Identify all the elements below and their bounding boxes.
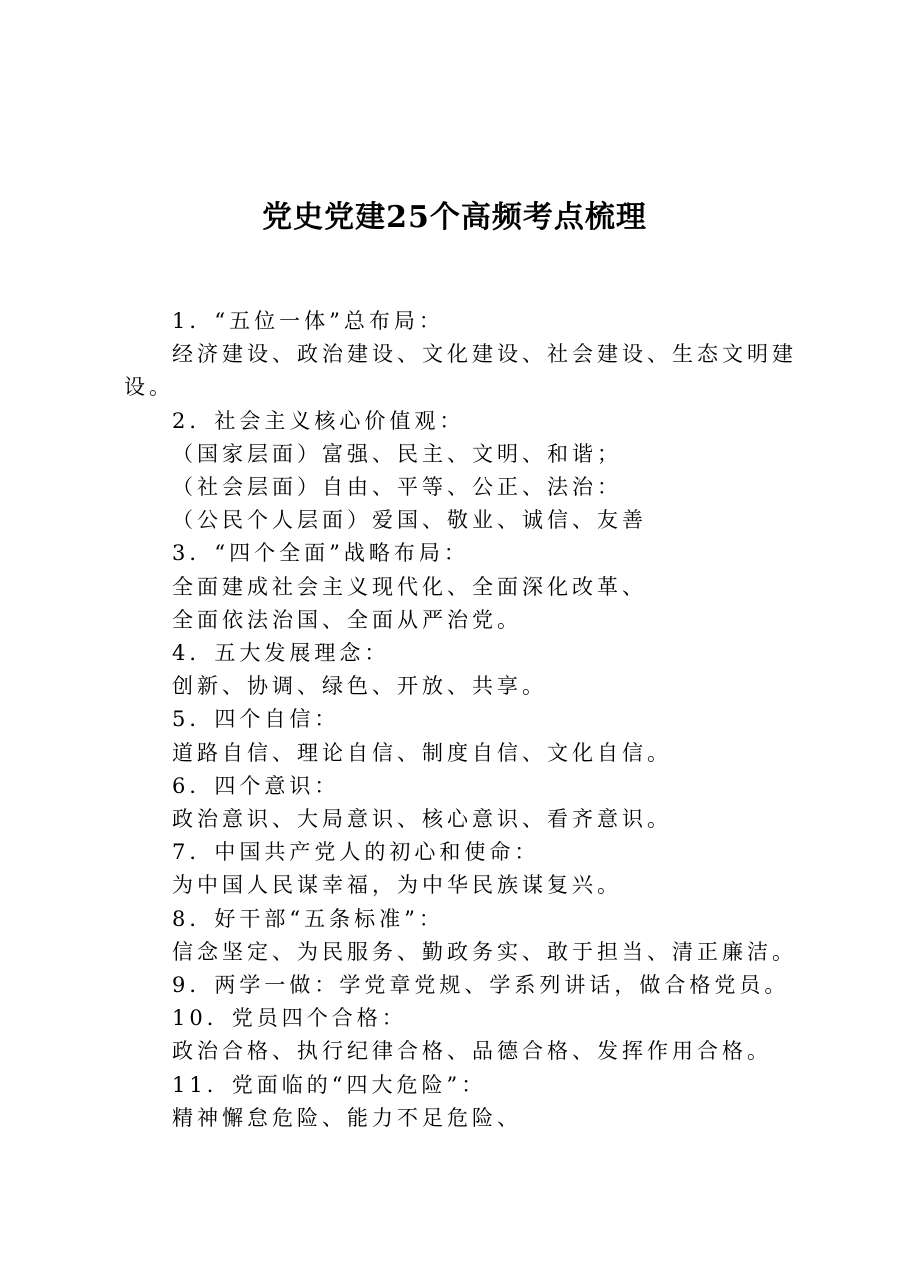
document-body [124,305,804,1135]
list-item: 10．党员四个合格： [172,1006,407,1031]
list-item: 8．好干部“五条标准”： [172,906,444,931]
list-item: 4．五大发展理念： [172,641,390,666]
list-item: 精神懈怠危险、能力不足危险、 [172,1105,522,1130]
list-item: 7．中国共产党人的初心和使命： [172,840,540,865]
list-item: 信念坚定、为民服务、勤政务实、敢于担当、清正廉洁。 [172,939,797,964]
list-item: 创新、协调、绿色、开放、共享。 [172,674,547,699]
list-item: 政治合格、执行纪律合格、品德合格、发挥作用合格。 [172,1039,772,1064]
list-item: 5．四个自信： [172,707,340,732]
list-item: （社会层面）自由、平等、公正、法治： [172,475,622,500]
list-item: 6．四个意识： [172,773,340,798]
list-item: （国家层面）富强、民主、文明、和谐； [172,441,622,466]
list-item: 经济建设、政治建设、文化建设、社会建设、生态文明建设。 [124,342,797,400]
list-item: 道路自信、理论自信、制度自信、文化自信。 [172,740,672,765]
list-item: 为中国人民谋幸福，为中华民族谋复兴。 [172,873,622,898]
list-item: 全面建成社会主义现代化、全面深化改革、 [172,574,647,599]
list-item: 全面依法治国、全面从严治党。 [172,607,522,632]
list-item: 政治意识、大局意识、核心意识、看齐意识。 [172,807,672,832]
list-item: 3．“四个全面”战略布局： [172,541,469,566]
list-item: 11．党面临的“四大危险”： [172,1072,487,1097]
document-title: 党史党建25个高频考点梳理 [262,200,647,235]
list-item: （公民个人层面）爱国、敬业、诚信、友善 [172,508,647,533]
list-item: 1．“五位一体”总布局： [172,309,444,333]
list-item: 9．两学一做：学党章党规、学系列讲话，做合格党员。 [172,973,790,998]
list-item: 2．社会主义核心价值观： [172,408,465,433]
